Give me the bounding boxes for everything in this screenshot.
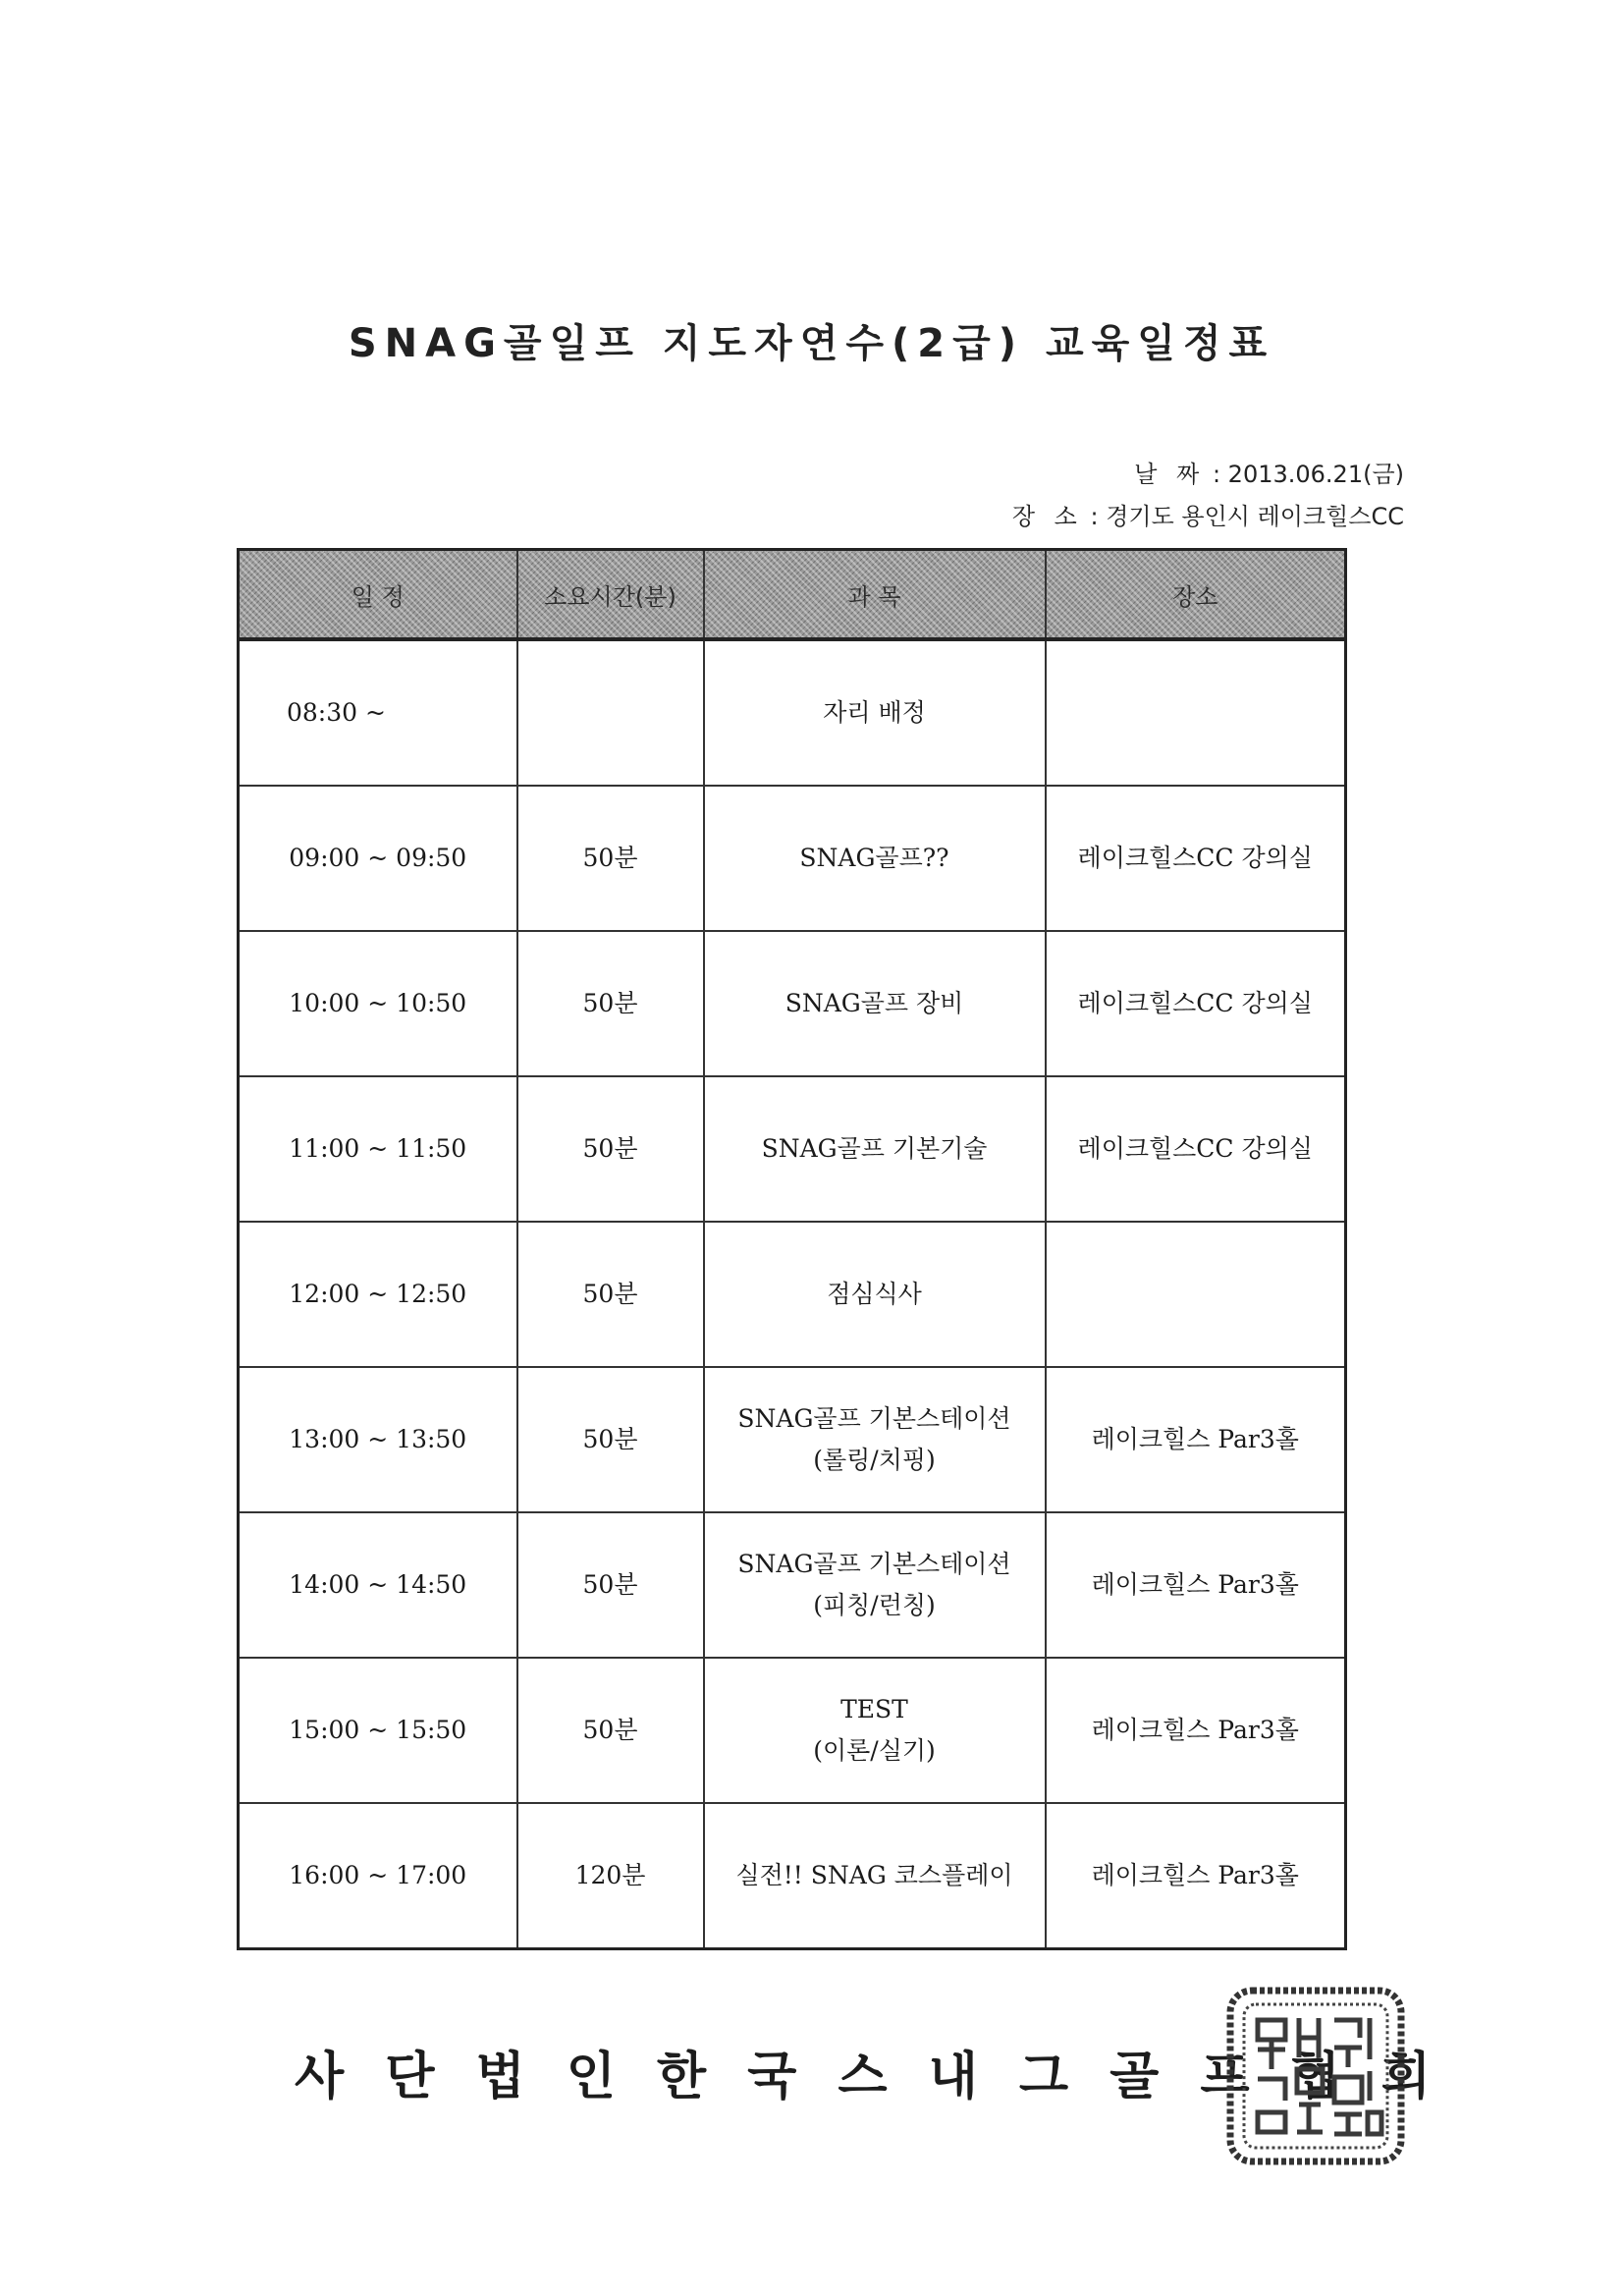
subject-cell [704,1367,1046,1512]
date-label: 날 짜 [1134,461,1206,488]
time-cell: 12:00 ~ 12:50 [239,1222,517,1367]
schedule-table [237,548,1347,1950]
subject-text: TEST [840,1695,908,1723]
table-row [239,786,1346,931]
subject-subtext: (피칭/런칭) [813,1591,936,1619]
place-value: 경기도 용인시 레이크힐스CC [1106,503,1404,530]
subject-cell [704,1222,1046,1367]
header-schedule: 일 정 [239,550,517,640]
date-line [1134,455,1404,489]
time-cell: 15:00 ~ 15:50 [239,1658,517,1803]
place-cell: 레이크힐스 Par3홀 [1046,1803,1346,1949]
duration-cell: 50분 [517,1076,704,1222]
table-row [239,1367,1346,1512]
duration-cell: 50분 [517,1512,704,1658]
place-cell [1046,1222,1346,1367]
table-row [239,639,1346,786]
subject-text: SNAG골프?? [799,844,949,872]
duration-cell [517,639,704,786]
subject-cell [704,639,1046,786]
time-cell: 10:00 ~ 10:50 [239,931,517,1076]
duration-cell: 50분 [517,1367,704,1512]
official-seal-icon [1224,1985,1407,2167]
subject-cell [704,931,1046,1076]
place-line [1012,497,1404,531]
place-cell [1046,639,1346,786]
duration-cell: 50분 [517,931,704,1076]
document-title: SNAG골일프 지도자연수(2급) 교육일정표 [348,321,1275,366]
subject-cell [704,1076,1046,1222]
place-cell: 레이크힐스CC 강의실 [1046,931,1346,1076]
header-duration: 소요시간(분) [517,550,704,640]
table-row [239,1222,1346,1367]
subject-text: SNAG골프 기본스테이션 [737,1550,1011,1578]
time-cell: 08:30 ~ [239,639,517,786]
time-cell: 14:00 ~ 14:50 [239,1512,517,1658]
place-cell: 레이크힐스CC 강의실 [1046,1076,1346,1222]
subject-text: 실전!! SNAG 코스플레이 [735,1861,1013,1889]
subject-text: SNAG골프 기본스테이션 [737,1404,1011,1433]
duration-cell: 120분 [517,1803,704,1949]
place-label: 장 소 [1011,503,1083,530]
place-separator: : [1090,503,1099,530]
table-row [239,1658,1346,1803]
subject-cell [704,1512,1046,1658]
place-cell: 레이크힐스CC 강의실 [1046,786,1346,931]
time-cell: 13:00 ~ 13:50 [239,1367,517,1512]
place-cell: 레이크힐스 Par3홀 [1046,1512,1346,1658]
duration-cell: 50분 [517,1658,704,1803]
table-header-row [239,550,1346,640]
time-cell: 16:00 ~ 17:00 [239,1803,517,1949]
subject-cell [704,786,1046,931]
organization-name: 사단법인한국스내그골프협회 [295,2048,1473,2106]
subject-text: 자리 배정 [823,698,926,727]
table-row [239,931,1346,1076]
duration-cell: 50분 [517,786,704,931]
table-row [239,1512,1346,1658]
subject-subtext: (롤링/치핑) [813,1446,936,1474]
subject-cell [704,1658,1046,1803]
time-cell: 11:00 ~ 11:50 [239,1076,517,1222]
table-row [239,1076,1346,1222]
subject-text: 점심식사 [827,1280,922,1308]
subject-subtext: (이론/실기) [813,1736,936,1765]
duration-cell: 50분 [517,1222,704,1367]
subject-cell [704,1803,1046,1949]
place-cell: 레이크힐스 Par3홀 [1046,1658,1346,1803]
header-subject: 과 목 [704,550,1046,640]
date-value: 2013.06.21(금) [1227,461,1404,488]
time-cell: 09:00 ~ 09:50 [239,786,517,931]
table-row [239,1803,1346,1949]
header-place: 장소 [1046,550,1346,640]
subject-text: SNAG골프 기본기술 [761,1134,988,1163]
place-cell: 레이크힐스 Par3홀 [1046,1367,1346,1512]
subject-text: SNAG골프 장비 [784,989,964,1017]
date-separator: : [1212,461,1221,488]
